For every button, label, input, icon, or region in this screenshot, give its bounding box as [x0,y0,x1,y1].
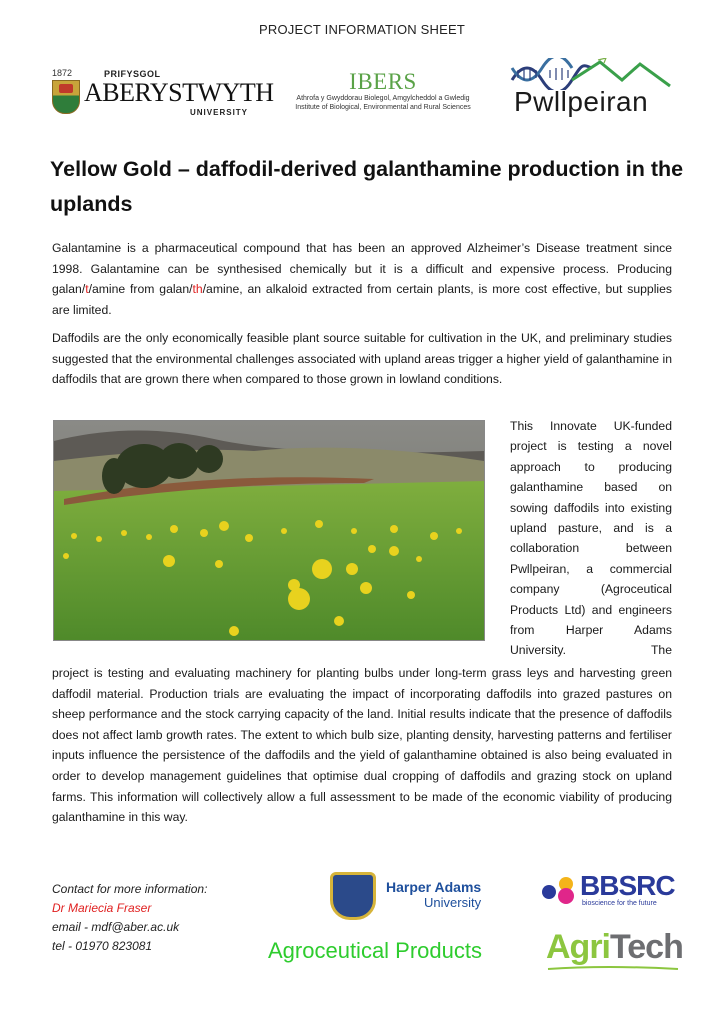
contact-heading: Contact for more information: [52,882,208,896]
paragraph-project-main: project is testing and evaluating machinery for planting bulbs under long-term grass leys and harvesting green daffodil material. Production trials are evaluating the impact of incorporating daffodils into grazed pastures on sheep performance and the stock carrying capacity of the land. Initial results indicate that the presence of daffodils does not affect lamb growth rates. The extent to which bulb size, planting density, harvesting patterns and fertiliser inputs influence the persistence of the daffodils and the yield of galanthamine obtained is also being evaluated in order to develop management guidelines that optimise dual cropping of daffodils and grazing stock on upland farms. This information will collectively allow a full assessment to be made of the economic viability of producing galanthamine in this way. [52,666,672,825]
ibers-welsh-line: Athrofa y Gwyddorau Biolegol, Amgylcheddol a Gwledig [296,95,470,102]
highlight-th: th [192,282,203,297]
bbsrc-logo [540,872,680,912]
contact-name: Dr Mariecia Fraser [52,901,152,915]
daffodil-field-image [54,421,484,640]
aber-university: UNIVERSITY [190,108,249,117]
harper-adams-logo [330,870,490,922]
agritech-wordmark [546,928,683,966]
contact-phone: tel - 01970 823081 [52,939,153,953]
pwllpeiran-name: Pwllpeiran [514,86,649,117]
agritech-swoosh-icon [546,964,681,972]
page-header-title: PROJECT INFORMATION SHEET [258,22,466,37]
harper-university: University [424,895,482,910]
bbsrc-name: BBSRC [580,870,675,901]
agritech-logo [546,928,681,972]
aber-crest-icon [52,80,80,114]
contact-email[interactable]: email - mdf@aber.ac.uk [52,920,180,934]
aberystwyth-university-logo [50,66,274,118]
contact-block [52,880,207,956]
paragraph-intro-text-3: /amine, an alkaloid extracted from certain plants, is more cost effective, but supplies are limited. [52,282,672,317]
harper-crest-icon [330,872,376,920]
paragraph-project-side: This Innovate UK-funded project is testing a novel approach to producing galanthamine based on sowing daffodils into existing upland pasture, and is a collaboration between Pwllpeiran, a commercial company (Agroceutical Products Ltd) and engineers from Harper Adams University. The [510,419,672,658]
paragraph-intro [52,238,672,320]
ibers-english-line: Institute of Biological, Environmental and Rural Sciences [295,104,471,111]
harper-name: Harper Adams [386,879,482,895]
bbsrc-sun-icon [540,872,580,908]
highlight-t: t [85,282,89,297]
ibers-name: IBERS [349,69,417,94]
aber-name: ABERYSTWYTH [84,78,274,107]
paragraph-intro-text: Galantamine is a pharmaceutical compound that has been an approved Alzheimer’s Disease treatment since 1998. Galantamine can be synthesised chemically but it is a difficult and expensive process. Producing galan/ [52,241,672,297]
agritech-agri: Agri [546,928,610,966]
agroceutical-products-logo: Agroceutical Products [268,938,482,963]
daffodil-field-photo [53,420,485,641]
aber-prifysgol: PRIFYSGOL [104,69,161,79]
ibers-logo [283,70,483,118]
document-title: Yellow Gold – daffodil-derived galanthamine production in the uplands [50,157,684,216]
paragraph-intro-text-2: /amine from galan/ [88,282,193,297]
agritech-tech: Tech [610,928,683,966]
pwllpeiran-logo [510,58,675,122]
paragraph-daffodils: Daffodils are the only economically feasible plant source suitable for cultivation in the UK, and preliminary studies suggested that the environmental challenges associated with upland areas trigger a higher yield of galanthamine in daffodils that are grown there when compared to those grown in lowland conditions. [52,331,672,387]
aber-year: 1872 [52,68,73,78]
bbsrc-tagline: bioscience for the future [582,900,657,907]
